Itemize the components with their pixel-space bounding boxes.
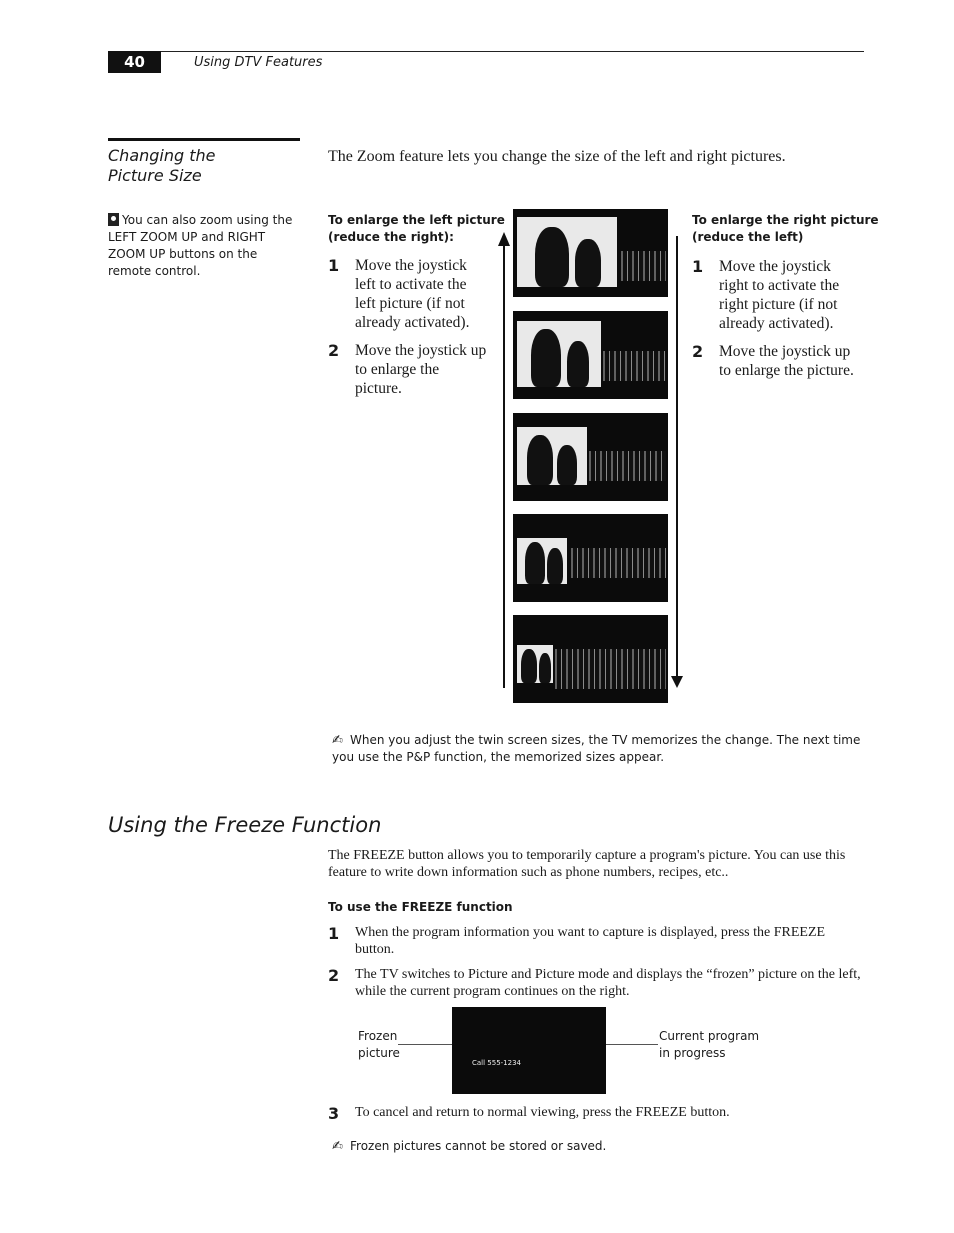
current-label-line1: Current program: [659, 1029, 760, 1043]
zoom-intro: The Zoom feature lets you change the size of the left and right pictures.: [328, 148, 786, 165]
frozen-label-line1: Frozen: [358, 1029, 398, 1043]
zoom-frame-5: [513, 615, 668, 703]
right-step-1: [692, 257, 864, 333]
step-number: 1: [692, 257, 704, 276]
left-step-1: [328, 256, 488, 332]
frozen-leader-line: [398, 1044, 452, 1045]
arrow-up-icon: [498, 232, 510, 246]
right-enlarge-heading: [692, 212, 879, 246]
freeze-sub-heading: To use the FREEZE function: [328, 900, 513, 914]
step-text: Move the joystick up to enlarge the picture.: [719, 343, 854, 379]
zoom-note-text: When you adjust the twin screen sizes, the TV memorizes the change. The next time you use the P&P function, the memorized sizes appear.: [332, 733, 861, 764]
current-leader-line: [606, 1044, 658, 1045]
step-number: 2: [692, 342, 704, 361]
zoom-note: [332, 732, 862, 766]
header-rule: [161, 51, 864, 52]
right-arrow-line: [676, 236, 678, 678]
zoom-frame-2: [513, 311, 668, 399]
current-program-label: [659, 1028, 759, 1062]
left-arrow-line: [503, 246, 505, 688]
note-pencil-icon: ✍: [332, 1139, 343, 1154]
step-text: Move the joystick left to activate the left picture (if not already activated).: [355, 257, 470, 331]
left-enlarge-heading: [328, 212, 505, 246]
step-text: When the program information you want to capture is displayed, press the FREEZE button.: [355, 925, 826, 957]
frozen-label-line2: picture: [358, 1046, 400, 1060]
freeze-heading: Using the Freeze Function: [108, 813, 382, 837]
freeze-step-2: [328, 966, 864, 1000]
frozen-picture-label: [358, 1028, 400, 1062]
running-header: Using DTV Features: [194, 55, 323, 70]
note-pencil-icon: ✍: [332, 733, 343, 748]
tip-text: You can also zoom using the LEFT ZOOM UP and RIGHT ZOOM UP buttons on the remote control.: [108, 213, 293, 278]
step-number: 3: [328, 1104, 340, 1123]
step-number: 2: [328, 966, 340, 985]
tip-sidebar: [108, 212, 293, 280]
arrow-down-icon: [671, 676, 683, 688]
left-heading-line2: (reduce the right):: [328, 230, 454, 244]
zoom-frame-3: [513, 413, 668, 501]
section-rule: [108, 138, 300, 141]
freeze-screen: [452, 1007, 606, 1094]
step-number: 1: [328, 256, 340, 275]
step-number: 1: [328, 924, 340, 943]
freeze-note-text: Frozen pictures cannot be stored or saved.: [350, 1139, 607, 1153]
step-text: Move the joystick up to enlarge the picture.: [355, 342, 487, 397]
freeze-step-1: [328, 924, 864, 958]
freeze-note: [332, 1138, 862, 1155]
zoom-frame-4: [513, 514, 668, 602]
current-label-line2: in progress: [659, 1046, 726, 1060]
page-number: 40: [108, 51, 161, 73]
right-heading-line2: (reduce the left): [692, 230, 804, 244]
screen-caption: Call 555-1234: [472, 1059, 521, 1067]
left-step-2: [328, 341, 488, 398]
section-title: [108, 146, 216, 186]
section-title-line1: Changing the: [108, 146, 216, 165]
tip-icon: [108, 213, 119, 226]
freeze-intro: The FREEZE button allows you to temporarily capture a program's picture. You can use this feature to write down information such as phone numbers, recipes, etc..: [328, 848, 846, 880]
zoom-frame-1: [513, 209, 668, 297]
left-heading-line1: To enlarge the left picture: [328, 213, 505, 227]
section-title-line2: Picture Size: [108, 166, 202, 185]
right-step-2: [692, 342, 864, 380]
freeze-step-3: [328, 1104, 864, 1121]
step-text: Move the joystick right to activate the right picture (if not already activated).: [719, 258, 840, 332]
step-text: The TV switches to Picture and Picture mode and displays the “frozen” picture on the left, while the current program continues on the right.: [355, 967, 861, 999]
right-heading-line1: To enlarge the right picture: [692, 213, 879, 227]
step-number: 2: [328, 341, 340, 360]
step-text: To cancel and return to normal viewing, press the FREEZE button.: [355, 1105, 730, 1120]
